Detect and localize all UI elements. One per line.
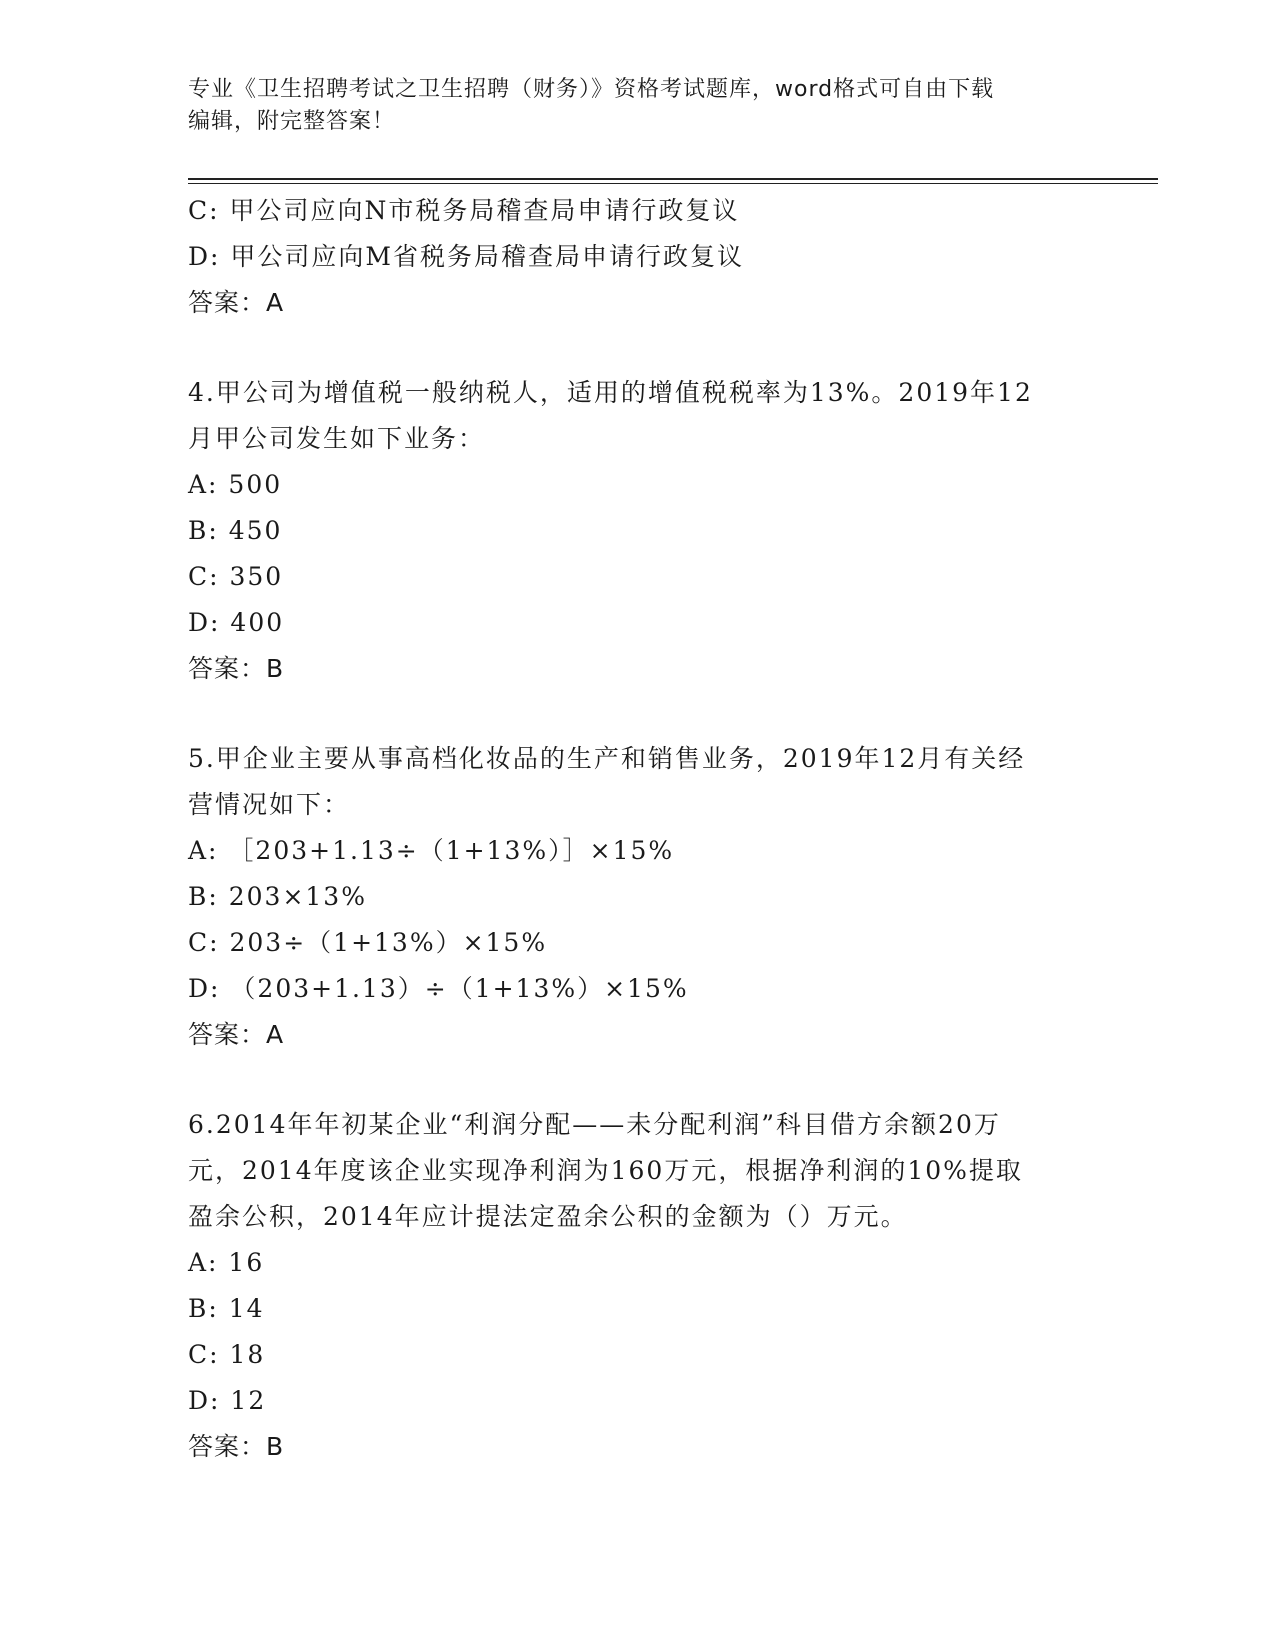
option-d: D: 12 [188, 1386, 267, 1415]
header-line-2: 编辑，附完整答案！ [188, 109, 396, 134]
question-5 [188, 736, 1088, 1058]
header-rule-thick [188, 178, 1158, 180]
question-stem-line-3: 盈余公积，2014年应计提法定盈余公积的金额为（）万元。 [188, 1202, 908, 1231]
document-body [188, 188, 1088, 1470]
header-rule-thin [188, 183, 1158, 184]
option-a: A: 16 [188, 1248, 265, 1277]
question-stem-line-1: 5.甲企业主要从事高档化妆品的生产和销售业务，2019年12月有关经 [188, 744, 1026, 773]
question-4 [188, 370, 1088, 692]
question-stem-line-1: 4.甲公司为增值税一般纳税人，适用的增值税税率为13%。2019年12 [188, 378, 1033, 407]
option-c: C: 18 [188, 1340, 266, 1369]
question-6 [188, 1102, 1088, 1470]
option-c: C: 203÷（1+13%）×15% [188, 928, 548, 957]
question-stem-line-2: 营情况如下： [188, 790, 351, 819]
option-d: D: 400 [188, 608, 285, 637]
option-b: B: 450 [188, 516, 283, 545]
question-3 [188, 188, 1088, 326]
header-line-1: 专业《卫生招聘考试之卫生招聘（财务）》资格考试题库，word格式可自由下载 [188, 77, 995, 102]
question-stem-line-2: 月甲公司发生如下业务： [188, 424, 486, 453]
option-c: C: 甲公司应向N市税务局稽查局申请行政复议 [188, 196, 740, 225]
option-a: A: 500 [188, 470, 283, 499]
question-stem-line-2: 元，2014年度该企业实现净利润为160万元，根据净利润的10%提取 [188, 1156, 1023, 1185]
option-d: D: （203+1.13）÷（1+13%）×15% [188, 974, 689, 1003]
option-a: A: ［203+1.13÷（1+13%）］×15% [188, 836, 675, 865]
answer: 答案：A [188, 288, 285, 317]
answer: 答案：B [188, 654, 285, 683]
document-header [188, 74, 1088, 138]
option-c: C: 350 [188, 562, 284, 591]
option-b: B: 203×13% [188, 882, 367, 911]
answer: 答案：B [188, 1432, 285, 1461]
option-b: B: 14 [188, 1294, 265, 1323]
question-stem-line-1: 6.2014年年初某企业“利润分配——未分配利润”科目借方余额20万 [188, 1110, 1001, 1139]
option-d: D: 甲公司应向M省税务局稽查局申请行政复议 [188, 242, 745, 271]
answer: 答案：A [188, 1020, 285, 1049]
